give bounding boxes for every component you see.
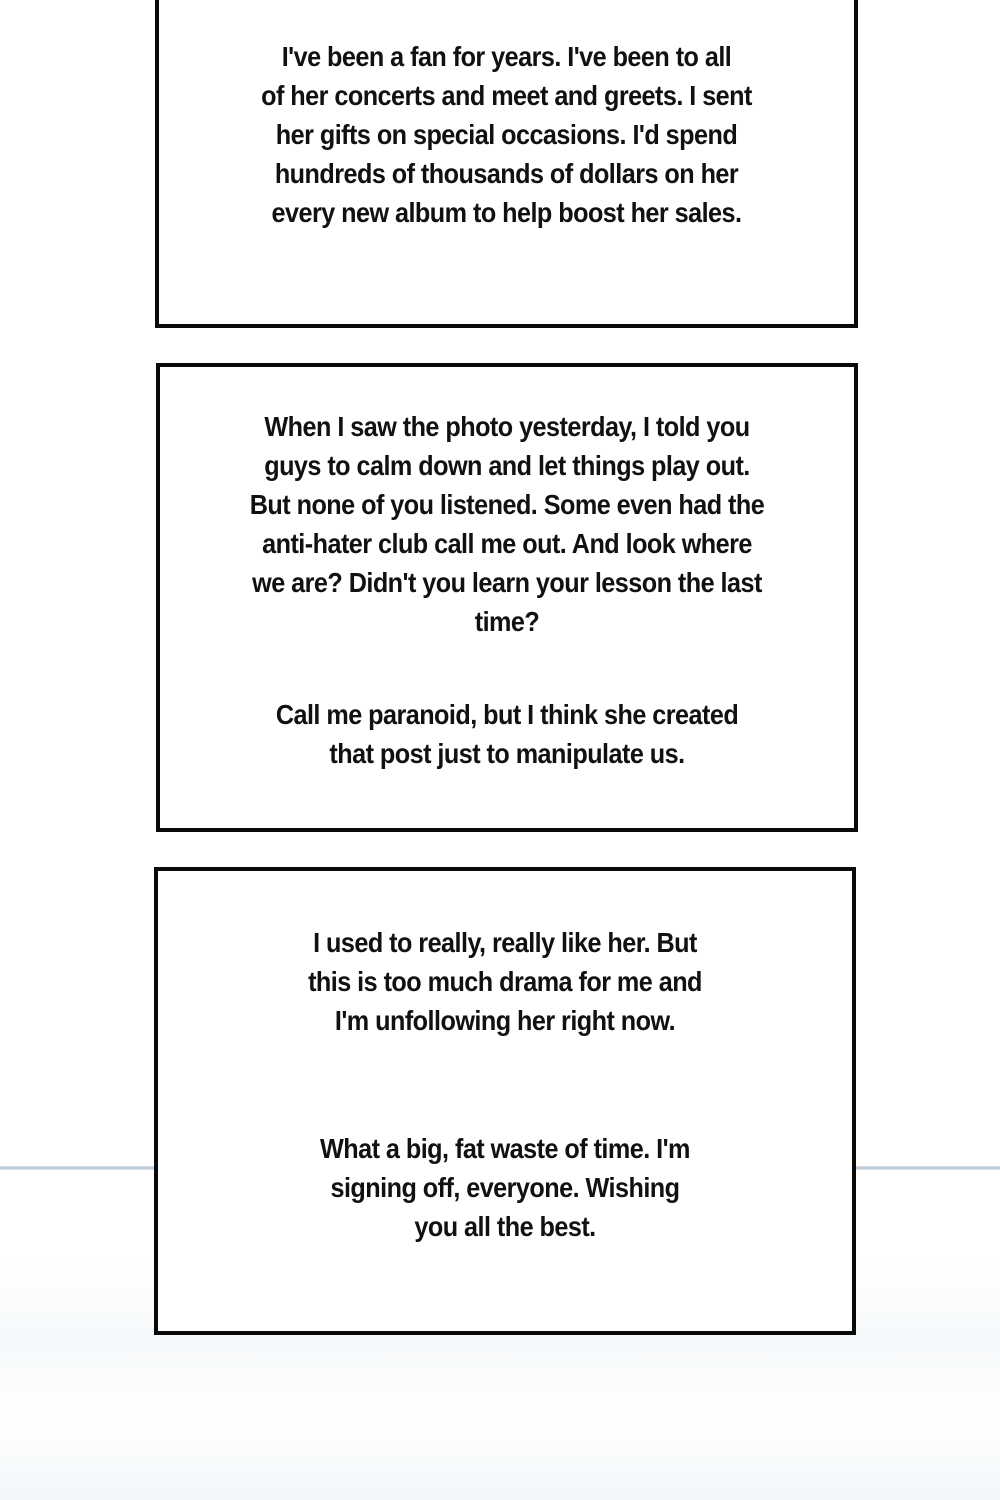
caption-line: time? — [474, 606, 540, 637]
caption-line: I've been a fan for years. I've been to all — [281, 41, 732, 72]
caption-line: every new album to help boost her sales. — [271, 197, 742, 228]
caption-line: guys to calm down and let things play out. — [264, 450, 750, 481]
caption-line: her gifts on special occasions. I'd spend — [275, 119, 738, 150]
caption-line: I'm unfollowing her right now. — [334, 1005, 676, 1036]
caption-line: I used to really, really like her. But — [313, 927, 697, 958]
caption-line: anti-hater club call me out. And look where — [262, 528, 752, 559]
caption-panel-2 — [156, 363, 858, 832]
caption-line: that post just to manipulate us. — [329, 738, 685, 769]
caption-paragraph — [193, 923, 818, 1040]
caption-line: Call me paranoid, but I think she created — [275, 699, 739, 730]
caption-line: this is too much drama for me and — [308, 966, 702, 997]
caption-line: hundreds of thousands of dollars on her — [274, 158, 739, 189]
caption-paragraph — [193, 1129, 818, 1246]
caption-line: we are? Didn't you learn your lesson the last — [252, 567, 762, 598]
caption-paragraph — [195, 407, 820, 641]
caption-panel-1 — [155, 0, 858, 328]
caption-line: What a big, fat waste of time. I'm — [320, 1133, 690, 1164]
caption-line: signing off, everyone. Wishing — [330, 1172, 680, 1203]
caption-paragraph — [195, 695, 820, 773]
caption-line: When I saw the photo yesterday, I told you — [264, 411, 750, 442]
caption-line: you all the best. — [414, 1211, 596, 1242]
caption-paragraph — [194, 37, 820, 232]
caption-line: But none of you listened. Some even had the — [249, 489, 765, 520]
caption-line: of her concerts and meet and greets. I sent — [261, 80, 752, 111]
caption-panel-3 — [154, 867, 856, 1335]
